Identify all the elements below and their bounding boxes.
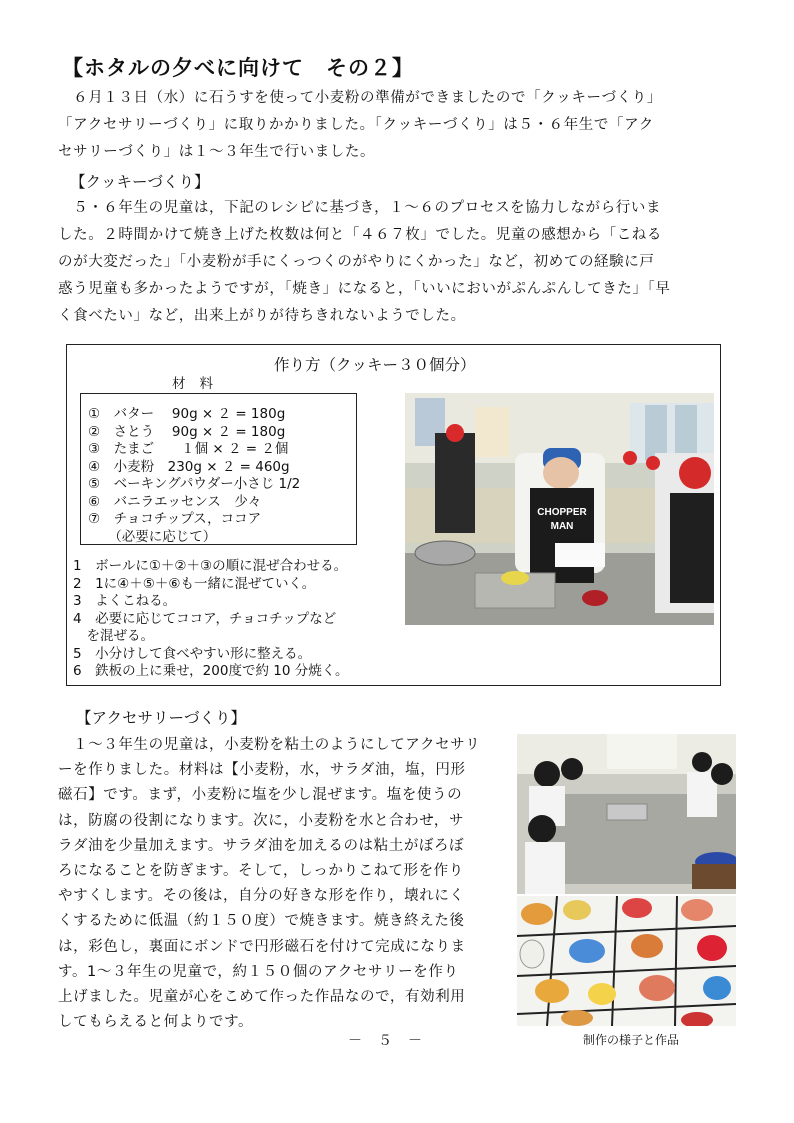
cookie-line: した。２時間かけて焼き上げた枚数は何と「４６７枚」でした。児童の感想から「こねる xyxy=(58,227,662,243)
accessory-line: やすくします。その後は，自分の好きな形を作り，壊れにく xyxy=(58,888,465,905)
recipe-step: 4 必要に応じてココア，チョコチップなど xyxy=(73,610,337,627)
intro-line: ６月１３日（水）に石うすを使って小麦粉の準備ができましたので「クッキーづくり」 xyxy=(58,90,662,106)
accessory-works-photo xyxy=(517,896,736,1026)
accessory-heading: 【アクセサリーづくり】 xyxy=(76,709,247,727)
cookie-line: のが大変だった」「小麦粉が手にくっつくのがやりにくかった」など，初めての経験に戸 xyxy=(58,254,655,270)
recipe-step: 3 よくこねる。 xyxy=(73,593,177,609)
cookie-heading: 【クッキーづくり】 xyxy=(70,173,210,191)
accessory-making-photo xyxy=(517,734,736,894)
recipe-step: 6 鉄板の上に乗せ，200度で約 10 分焼く。 xyxy=(73,663,349,679)
accessory-line: は，彩色し，裏面にボンドで円形磁石を付けて完成になりま xyxy=(58,938,466,955)
accessory-line: ラダ油を少量加えます。サラダ油を加えるのは粘土がぼろぼ xyxy=(58,837,465,854)
photo-caption: 制作の様子と作品 xyxy=(583,1033,680,1047)
material-item: ⑦ チョコチップス，ココア xyxy=(88,511,262,527)
cookie-line: ５・６年生の児童は，下記のレシピに基づき，１～６のプロセスを協力しながら行いま xyxy=(58,200,662,216)
accessory-line: す。1～３年生の児童で，約１５０個のアクセサリーを作り xyxy=(58,963,459,980)
intro-line: セサリーづくり」は１～３年生で行いました。 xyxy=(58,144,376,160)
accessory-line: ろになることを防ぎます。そして，しっかりこねて形を作り xyxy=(58,863,464,879)
cookie-line: 惑う児童も多かったようですが，「焼き」になると，「いいにおいがぷんぷんしてきた」「早 xyxy=(58,281,671,297)
recipe-title: 作り方（クッキー３０個分） xyxy=(274,356,476,374)
material-item: ⑤ ベーキングパウダー小さじ 1/2 xyxy=(88,476,301,492)
material-item: （必要に応じて） xyxy=(88,528,217,545)
material-item: ⑥ バニラエッセンス 少々 xyxy=(88,493,262,510)
intro-line: 「アクセサリーづくり」に取りかかりました。「クッキーづくり」は５・６年生で「アク xyxy=(58,117,654,133)
accessory-line: 磁石】です。まず，小麦粉に塩を少し混ぜます。塩を使うの xyxy=(58,787,463,804)
cooking-photo xyxy=(405,393,714,625)
accessory-line: は，防腐の役割になります。次に，小麦粉を水と合わせ，サ xyxy=(58,812,465,829)
recipe-step: 5 小分けして食べやすい形に整える。 xyxy=(73,645,312,662)
apron-text-1: CHOPPER xyxy=(537,507,587,518)
materials-label: 材料 xyxy=(172,376,227,392)
accessory-line: くするために低温（約１５０度）で焼きます。焼き終えた後 xyxy=(58,913,465,930)
accessory-line: １～３年生の児童は，小麦粉を粘土のようにしてアクセサリ xyxy=(58,737,481,753)
material-item: ③ たまご １個 × ２ = ２個 xyxy=(88,441,289,457)
recipe-step: 2 1に④＋⑤＋⑥も一緒に混ぜていく。 xyxy=(73,575,316,592)
material-item: ② さとう 90g × ２ = 180g xyxy=(88,423,286,440)
recipe-step: を混ぜる。 xyxy=(73,628,154,644)
page-number: －５－ xyxy=(348,1033,438,1049)
page-title: 【ホタルの夕べに向けて その２】 xyxy=(62,56,414,80)
material-item: ④ 小麦粉 230g × ２ = 460g xyxy=(88,458,290,475)
material-item: ① バター 90g × ２ = 180g xyxy=(88,406,286,422)
accessory-line: してもらえると何よりです。 xyxy=(58,1014,254,1031)
cookie-line: く食べたい」など，出来上がりが待ちきれないようでした。 xyxy=(58,308,466,324)
recipe-step: 1 ボールに①＋②＋③の順に混ぜ合わせる。 xyxy=(73,558,348,574)
accessory-line: ーを作りました。材料は【小麦粉，水，サラダ油，塩，円形 xyxy=(58,762,466,779)
accessory-line: 上げました。児童が心をこめて作った作品なので，有効利用 xyxy=(58,989,466,1005)
apron-text-2: MAN xyxy=(550,521,574,532)
